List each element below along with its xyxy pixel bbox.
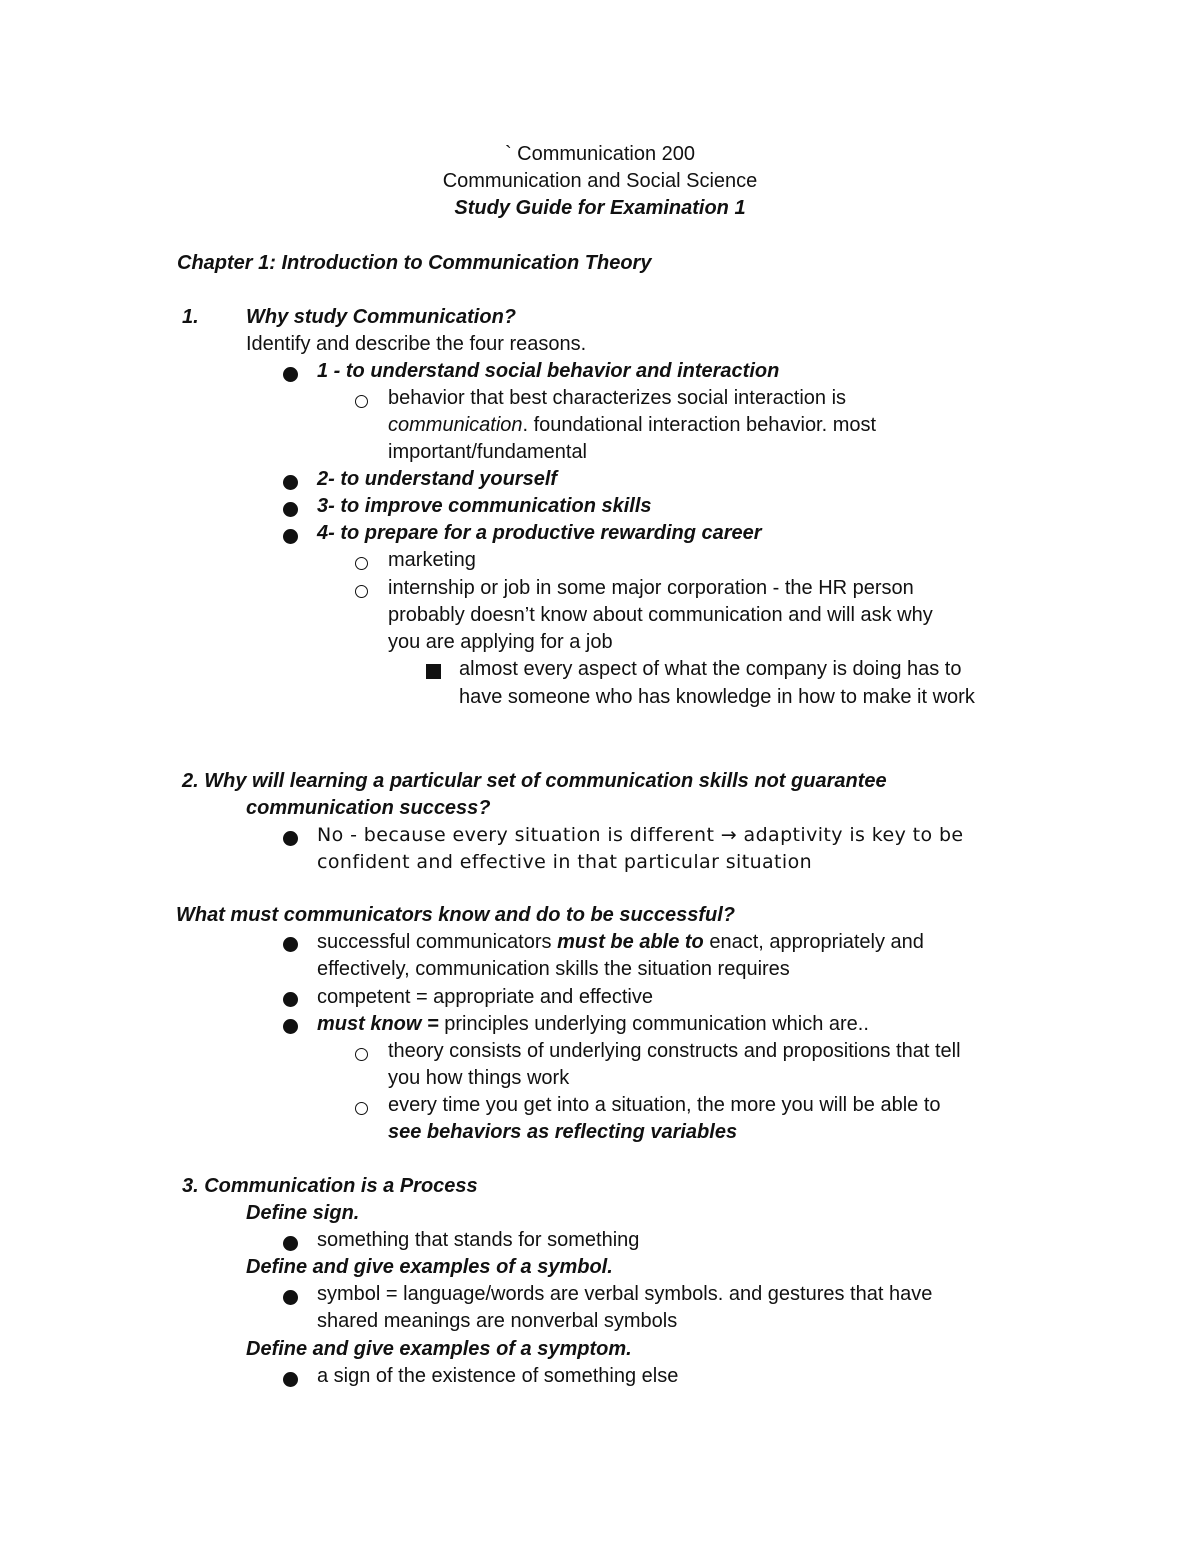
q2b-sub-1a: theory consists of underlying constructs and propositions that tell: [388, 1040, 961, 1062]
bullet-icon: [283, 367, 298, 382]
q2b-bullet-3: [317, 1011, 869, 1038]
document-title: Study Guide for Examination 1: [454, 197, 746, 219]
q2b-bullet-1b: effectively, communication skills the situation requires: [317, 958, 790, 980]
bullet-icon: [283, 529, 298, 544]
q1-reason-3: 3- to improve communication skills: [317, 495, 652, 517]
q2b-bullet-1a: [317, 929, 924, 956]
q1-reason-1-detail-a: behavior that best characterizes social interaction is: [388, 387, 847, 409]
detail-text: . foundational interaction behavior. most: [522, 414, 877, 436]
bullet-icon: [283, 831, 298, 846]
emphasis: communication: [388, 414, 523, 436]
q3-sign-question: Define sign.: [246, 1202, 360, 1224]
q2-answer-b: confident and effective in that particular situation: [317, 851, 813, 873]
circle-bullet-icon: [355, 1102, 368, 1115]
chapter-heading: Chapter 1: Introduction to Communication Theory: [177, 252, 652, 274]
bullet-icon: [283, 502, 298, 517]
bullet-icon: [283, 1236, 298, 1251]
q2b-sub-2a: every time you get into a situation, the more you will be able to: [388, 1094, 941, 1116]
q1-reason-4-detail-2a: internship or job in some major corporation - the HR person: [388, 577, 914, 599]
q3-symbol-answer-a: symbol = language/words are verbal symbols. and gestures that have: [317, 1283, 933, 1305]
q3-symptom-question: Define and give examples of a symptom.: [246, 1338, 632, 1360]
q1-reason-4-detail-2c: you are applying for a job: [388, 631, 613, 653]
square-bullet-icon: [426, 664, 441, 679]
q1-reason-2: 2- to understand yourself: [317, 468, 558, 490]
q1-reason-1-detail-b: [388, 412, 876, 439]
q3-symptom-answer: a sign of the existence of something else: [317, 1365, 679, 1387]
q3-heading: 3. Communication is a Process: [182, 1175, 478, 1197]
q2b-heading: What must communicators know and do to be successful?: [176, 904, 735, 926]
q3-sign-answer: something that stands for something: [317, 1229, 640, 1251]
q2-heading-a: 2. Why will learning a particular set of communication skills not guarantee: [182, 770, 887, 792]
q3-symbol-answer-b: shared meanings are nonverbal symbols: [317, 1310, 678, 1332]
q1-reason-4-detail-1: marketing: [388, 549, 476, 571]
q1-reason-4: 4- to prepare for a productive rewarding career: [317, 522, 762, 544]
bullet-icon: [283, 475, 298, 490]
circle-bullet-icon: [355, 395, 368, 408]
bullet-icon: [283, 1290, 298, 1305]
course-subtitle: Communication and Social Science: [442, 170, 758, 192]
q1-reason-1: 1 - to understand social behavior and interaction: [317, 360, 780, 382]
bullet-icon: [283, 937, 298, 952]
emphasis: must be able to: [557, 931, 704, 953]
bullet-text: enact, appropriately and: [703, 931, 924, 953]
bullet-icon: [283, 1019, 298, 1034]
q2-answer-a: No - because every situation is different → adaptivity is key to be: [317, 824, 964, 846]
circle-bullet-icon: [355, 585, 368, 598]
q1-reason-1-detail-c: important/fundamental: [388, 441, 588, 463]
q3-symbol-question: Define and give examples of a symbol.: [246, 1256, 613, 1278]
bullet-text: principles underlying communication which are..: [438, 1013, 869, 1035]
bullet-icon: [283, 992, 298, 1007]
bullet-icon: [283, 1372, 298, 1387]
q2b-bullet-2: competent = appropriate and effective: [317, 986, 653, 1008]
q2b-sub-1b: you how things work: [388, 1067, 570, 1089]
q2-heading-b: communication success?: [246, 797, 491, 819]
q2b-sub-2b: see behaviors as reflecting variables: [388, 1121, 738, 1143]
q1-reason-4-detail-3a: almost every aspect of what the company is doing has to: [459, 658, 962, 680]
course-title: ` Communication 200: [504, 143, 696, 165]
circle-bullet-icon: [355, 557, 368, 570]
bullet-text: successful communicators: [317, 931, 558, 953]
q1-number: 1.: [182, 306, 199, 328]
emphasis: must know =: [317, 1013, 439, 1035]
q1-prompt: Identify and describe the four reasons.: [246, 333, 587, 355]
q1-heading: Why study Communication?: [246, 306, 516, 328]
circle-bullet-icon: [355, 1048, 368, 1061]
q1-reason-4-detail-2b: probably doesn’t know about communication and will ask why: [388, 604, 933, 626]
q1-reason-4-detail-3b: have someone who has knowledge in how to make it work: [459, 686, 975, 708]
